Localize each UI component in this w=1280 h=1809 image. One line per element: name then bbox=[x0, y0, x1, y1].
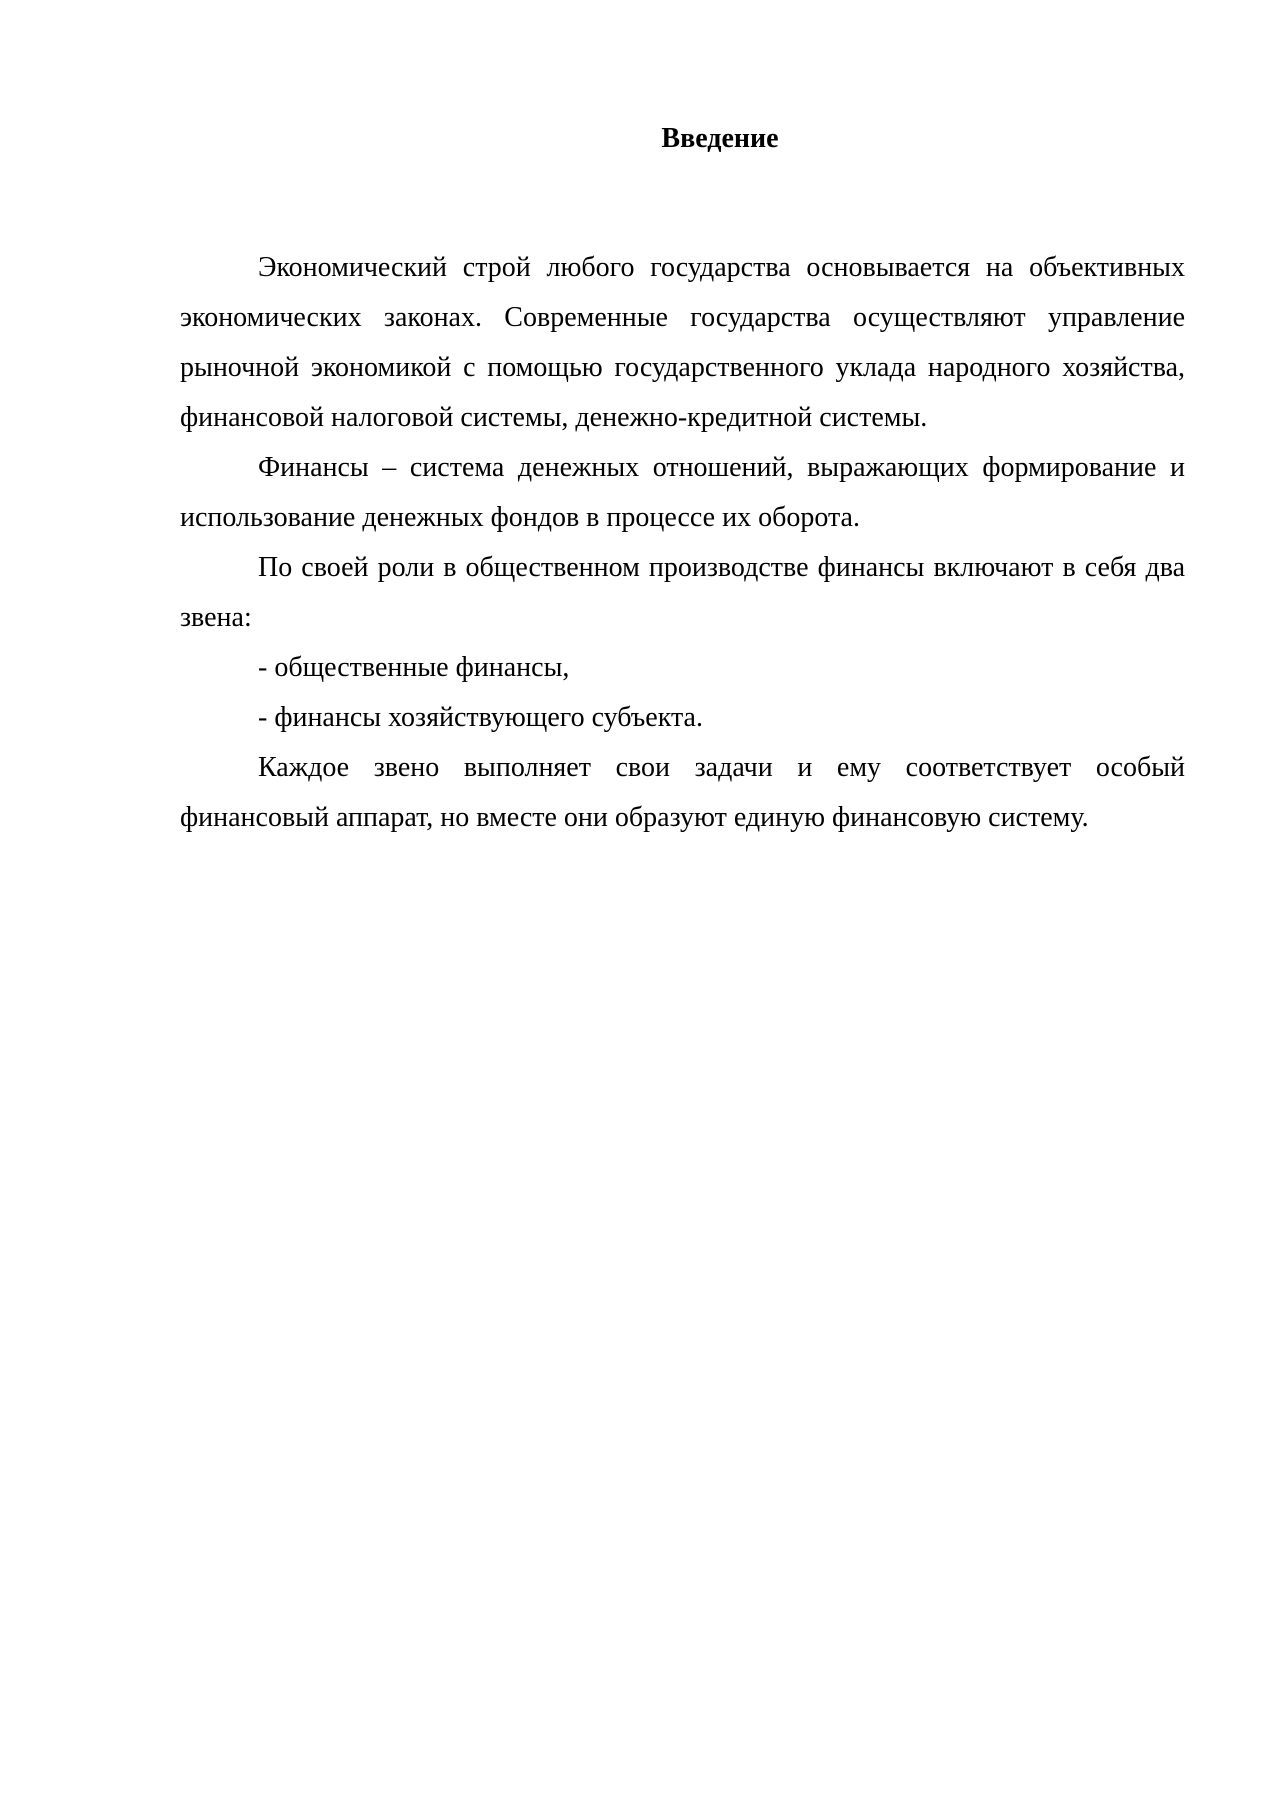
list-item-public-finance: - общественные финансы, bbox=[258, 652, 570, 683]
paragraph-financial-system: Каждое звено выполняет свои задачи и ему соответствует особый финансовый аппарат, но вместе они образуют единую финансовую систему. bbox=[180, 752, 1185, 833]
document-body bbox=[180, 243, 1185, 843]
paragraph-finance-links: По своей роли в общественном производстве финансы включают в себя два звена: bbox=[180, 552, 1185, 633]
list-item-entity-finance: - финансы хозяйствующего субъекта. bbox=[258, 702, 703, 733]
page-title: Введение bbox=[661, 123, 779, 154]
paragraph-economic-system: Экономический строй любого государства основывается на объективных экономических законах. Современные государства осуществляют управление рыночной экономикой с помощью государственного уклада народного хозяйства, финансовой налоговой системы, денежно-кредитной системы. bbox=[180, 252, 1185, 433]
paragraph-finance-definition: Финансы – система денежных отношений, выражающих формирование и использование денежных фондов в процессе их оборота. bbox=[180, 452, 1185, 533]
